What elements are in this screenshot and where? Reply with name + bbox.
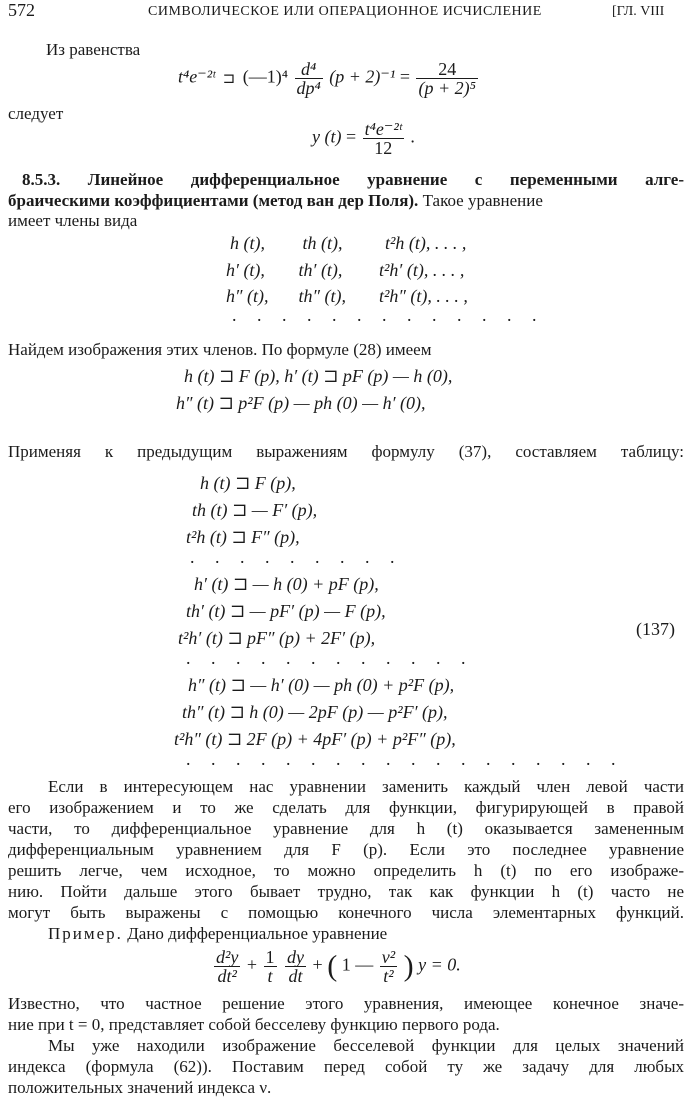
table-line: t²h′ (t) ⊐ pF″ (p) + 2F′ (p), bbox=[178, 628, 376, 648]
eq1-result-fraction bbox=[416, 60, 477, 97]
images-line1: h (t) ⊐ F (p), h′ (t) ⊐ pF (p) — h (0), bbox=[184, 366, 453, 386]
eq2-equals: = bbox=[345, 126, 357, 147]
section-heading-tail: Такое уравнение bbox=[422, 191, 543, 210]
table-intro: Применяя к предыдущим выражениям формулу (37), составляем таблицу: bbox=[8, 442, 684, 461]
eq1-r-num: 24 bbox=[416, 60, 477, 79]
image-symbol: ⊐ bbox=[222, 68, 236, 87]
paragraph-line: его изображением и то же сделать для функции, фигурирующей в правой bbox=[8, 798, 684, 817]
eq3-dt2: dt² bbox=[217, 966, 237, 986]
eq2-fraction bbox=[363, 120, 404, 157]
example-label: Пример. bbox=[48, 924, 123, 943]
terms-dots: . . . . . . . . . . . . . bbox=[232, 305, 545, 325]
eq1-equals: = bbox=[399, 66, 410, 87]
equation-bessel bbox=[212, 948, 461, 985]
term-cell: th′ (t), bbox=[298, 260, 343, 280]
eq3-t2: t² bbox=[383, 966, 394, 986]
eq1-minus-one: (—1)⁴ bbox=[242, 66, 289, 87]
eq3-dt: dt bbox=[288, 966, 303, 986]
term-cell: t²h′ (t), . . . , bbox=[379, 260, 465, 280]
term-cell: h (t), bbox=[230, 233, 265, 253]
table-line: h″ (t) ⊐ — h′ (0) — ph (0) + p²F (p), bbox=[188, 675, 455, 695]
table-dots: . . . . . . . . . . . . . . . . . . bbox=[186, 749, 624, 769]
term-cell: th (t), bbox=[302, 233, 343, 253]
table-line: th (t) ⊐ — F′ (p), bbox=[192, 500, 318, 520]
section-heading-line2 bbox=[8, 191, 543, 211]
eq2-period: . bbox=[410, 126, 415, 147]
eq1-derivative-fraction bbox=[295, 60, 323, 97]
intro-follows: следует bbox=[8, 104, 64, 123]
eq1-d-num: d⁴ bbox=[295, 60, 323, 79]
eq2-den: 12 bbox=[374, 138, 393, 158]
eq3-first-derivative bbox=[285, 948, 306, 985]
eq1-factor: (p + 2)⁻¹ bbox=[329, 66, 396, 87]
paragraph-line: части, то дифференциальное уравнение для h (t) оказывается замененным bbox=[8, 819, 684, 838]
eq1-r-den: (p + 2)⁵ bbox=[418, 78, 476, 98]
eq1-d-den: dp⁴ bbox=[296, 78, 321, 98]
section-heading-line1: 8.5.3. Линейное дифференциальное уравнение с переменными алге- bbox=[22, 170, 684, 189]
terms-row-2 bbox=[226, 259, 464, 281]
eq2-num: t⁴e⁻²ᵗ bbox=[364, 119, 402, 139]
eq3-second-derivative bbox=[214, 948, 240, 985]
eq3-one-minus: 1 — bbox=[341, 954, 374, 975]
eq3-dy: dy bbox=[287, 947, 305, 967]
section-heading-bold: браическими коэффициентами (метод ван дер Поля). bbox=[8, 191, 419, 210]
eq3-plus1: + bbox=[246, 954, 258, 975]
equation-laplace-pair bbox=[178, 60, 480, 97]
table-dots: . . . . . . . . . bbox=[190, 547, 403, 567]
images-line2: h″ (t) ⊐ p²F (p) — ph (0) — h′ (0), bbox=[176, 393, 426, 413]
paragraph-line: решить легче, чем исходное, то можно определить h (t) по его изображе- bbox=[8, 861, 684, 880]
table-line: th′ (t) ⊐ — pF′ (p) — F (p), bbox=[186, 601, 386, 621]
paragraph-line: положительных значений индекса ν. bbox=[8, 1078, 272, 1097]
page-number: 572 bbox=[8, 0, 35, 20]
table-line: th″ (t) ⊐ h (0) — 2pF (p) — p²F′ (p), bbox=[182, 702, 448, 722]
table-line: t²h (t) ⊐ F″ (p), bbox=[186, 527, 300, 547]
equation-number: (137) bbox=[636, 619, 675, 639]
paragraph-line: Если в интересующем нас уравнении заменить каждый член левой части bbox=[48, 777, 684, 796]
chapter-label: [ГЛ. VIII bbox=[612, 4, 665, 19]
eq3-paren-open: ( bbox=[327, 949, 338, 983]
images-intro: Найдем изображения этих членов. По формуле (28) имеем bbox=[8, 340, 432, 359]
eq3-one-over-t bbox=[264, 948, 277, 985]
eq3-paren-close: ) bbox=[403, 949, 414, 983]
terms-row-1 bbox=[230, 232, 466, 254]
paragraph-line: ние при t = 0, представляет собой бесселеву функцию первого рода. bbox=[8, 1015, 500, 1034]
table-line: t²h″ (t) ⊐ 2F (p) + 4pF′ (p) + p²F″ (p), bbox=[174, 729, 456, 749]
example-text: Дано дифференциальное уравнение bbox=[127, 924, 388, 943]
eq3-nu2: ν² bbox=[381, 947, 396, 967]
paragraph-line: Известно, что частное решение этого уравнения, имеющее конечное значе- bbox=[8, 994, 684, 1013]
eq3-plus2: + bbox=[312, 954, 323, 975]
eq3-tail: y = 0. bbox=[418, 954, 461, 975]
table-line: h (t) ⊐ F (p), bbox=[200, 473, 296, 493]
table-dots: . . . . . . . . . . . . bbox=[186, 648, 474, 668]
term-cell: t²h″ (t), . . . , bbox=[379, 286, 468, 306]
paragraph-line: дифференциальным уравнением для F (p). Если это последнее уравнение bbox=[8, 840, 684, 859]
equation-solution bbox=[312, 120, 415, 157]
eq3-one: 1 bbox=[265, 947, 275, 967]
paragraph-line: Мы уже находили изображение бесселевой функции для целых значений bbox=[48, 1036, 684, 1055]
eq1-lhs: t⁴e⁻²ᵗ bbox=[178, 66, 216, 87]
paragraph-line: нию. Пойти дальше этого бывает трудно, так как функции h (t) часто не bbox=[8, 882, 684, 901]
term-cell: h″ (t), bbox=[226, 286, 269, 306]
eq3-d2y: d²y bbox=[216, 947, 239, 967]
intro-from-equality: Из равенства bbox=[46, 40, 141, 59]
section-line3: имеет члены вида bbox=[8, 211, 138, 230]
term-cell: th″ (t), bbox=[298, 286, 346, 306]
eq2-lhs: y (t) bbox=[312, 126, 342, 147]
paragraph-line: индекса (формула (62)). Поставим перед собой ту же задачу для любых bbox=[8, 1057, 684, 1076]
running-title: СИМВОЛИЧЕСКОЕ ИЛИ ОПЕРАЦИОННОЕ ИСЧИСЛЕНИЕ bbox=[148, 4, 542, 19]
term-cell: t²h (t), . . . , bbox=[385, 233, 467, 253]
example-line bbox=[48, 924, 387, 944]
eq3-nu-fraction bbox=[380, 948, 397, 985]
term-cell: h′ (t), bbox=[226, 260, 265, 280]
paragraph-line: могут быть выражены с помощью конечного числа элементарных функций. bbox=[8, 903, 684, 922]
table-line: h′ (t) ⊐ — h (0) + pF (p), bbox=[194, 574, 379, 594]
eq3-t: t bbox=[267, 966, 273, 986]
